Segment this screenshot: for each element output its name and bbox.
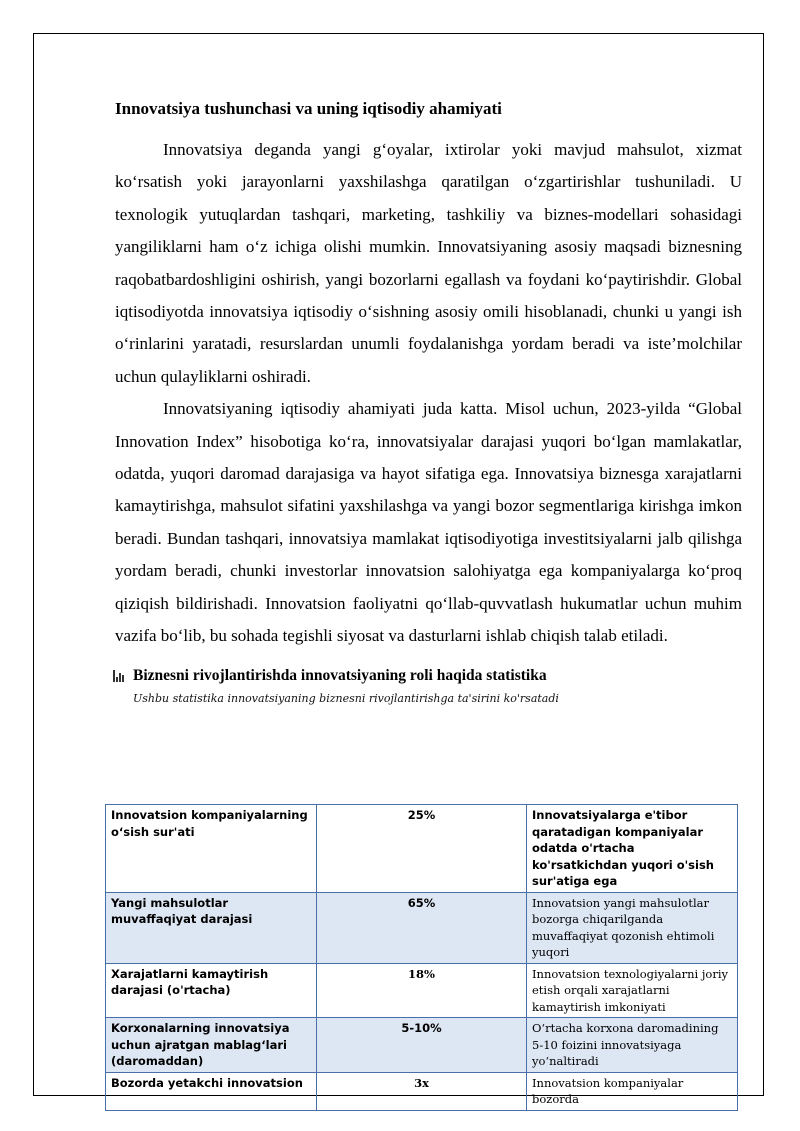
- statistics-heading: [113, 665, 742, 687]
- statistics-title: Biznesni rivojlantirishda innovatsiyaning roli haqida statistika: [133, 666, 547, 684]
- value-cell: 25%: [317, 805, 527, 893]
- note-cell: Innovatsion kompaniyalar bozorda: [527, 1072, 738, 1110]
- document-body: [115, 96, 742, 708]
- indicator-cell: Bozorda yetakchi innovatsion: [106, 1072, 317, 1110]
- note-cell: Innovatsion yangi mahsulotlar bozorga chiqarilganda muvaffaqiyat qozonish ehtimoli yuqori: [527, 892, 738, 963]
- indicator-cell: Xarajatlarni kamaytirish darajasi (o'rtacha): [106, 963, 317, 1018]
- table-row: [106, 892, 738, 963]
- indicator-cell: Innovatsion kompaniyalarning o‘sish sur'ati: [106, 805, 317, 893]
- table-row: [106, 1072, 738, 1110]
- indicator-cell: Yangi mahsulotlar muvaffaqiyat darajasi: [106, 892, 317, 963]
- note-cell: Innovatsion texnologiyalarni joriy etish orqali xarajatlarni kamaytirish imkoniyati: [527, 963, 738, 1018]
- table-row: [106, 1018, 738, 1073]
- section-heading: Innovatsiya tushunchasi va uning iqtisodiy ahamiyati: [115, 99, 502, 118]
- paragraph-definition: Innovatsiya deganda yangi g‘oyalar, ixtirolar yoki mavjud mahsulot, xizmat ko‘rsatish yoki jarayonlarni yaxshilashga qaratilgan o‘zgartirishlar tushuniladi. U texnologik yutuqlardan tashqari, marketing, tashkiliy va biznes-modellari sohasidagi yangiliklarni ham o‘z ichiga olishi mumkin. Innovatsiyaning asosiy maqsadi biznesning raqobatbardoshligini oshirish, yangi bozorlarni egallash va foydani ko‘paytirishdir. Global iqtisodiyotda innovatsiya iqtisodiy o‘sishning asosiy omili hisoblanadi, chunki u yangi ish o‘rinlarini yaratadi, resurslardan unumli foydalanishga yordam beradi va iste’molchilar uchun qulayliklarni oshiradi.: [115, 140, 742, 386]
- note-cell: O‘rtacha korxona daromadining 5-10 foizini innovatsiyaga yo‘naltiradi: [527, 1018, 738, 1073]
- table-row: [106, 963, 738, 1018]
- indicator-cell: Korxonalarning innovatsiya uchun ajratgan mablag‘lari (daromaddan): [106, 1018, 317, 1073]
- value-cell: 3x: [317, 1072, 527, 1110]
- statistics-table: [105, 804, 738, 1111]
- value-cell: 5-10%: [317, 1018, 527, 1073]
- note-cell: Innovatsiyalarga e'tibor qaratadigan kompaniyalar odatda o'rtacha ko'rsatkichdan yuqori o'sish sur'atiga ega: [527, 805, 738, 893]
- table-row: [106, 805, 738, 893]
- value-cell: 65%: [317, 892, 527, 963]
- paragraph-economic-importance: Innovatsiyaning iqtisodiy ahamiyati juda katta. Misol uchun, 2023-yilda “Global Innovation Index” hisobotiga ko‘ra, innovatsiyalar darajasi yuqori bo‘lgan mamlakatlar, odatda, yuqori daromad darajasiga va hayot sifatiga ega. Innovatsiya biznesga xarajatlarni kamaytirishga, mahsulot sifatini yaxshilashga va yangi bozor segmentlariga kirishga imkon beradi. Bundan tashqari, innovatsiya mamlakat iqtisodiyotiga investitsiyalarni jalb qilishga yordam beradi, chunki investorlar innovatsion salohiyatga ega kompaniyalarga ko‘proq qiziqish bildirishadi. Innovatsion faoliyatni qo‘llab-quvvatlash hukumatlar uchun muhim vazifa bo‘lib, bu sohada tegishli siyosat va dasturlarni ishlab chiqish talab etiladi.: [115, 399, 742, 646]
- bar-chart-icon: [113, 670, 127, 682]
- statistics-subtitle: Ushbu statistika innovatsiyaning biznesni rivojlantirishga ta'sirini ko'rsatadi: [133, 691, 559, 705]
- value-cell: 18%: [317, 963, 527, 1018]
